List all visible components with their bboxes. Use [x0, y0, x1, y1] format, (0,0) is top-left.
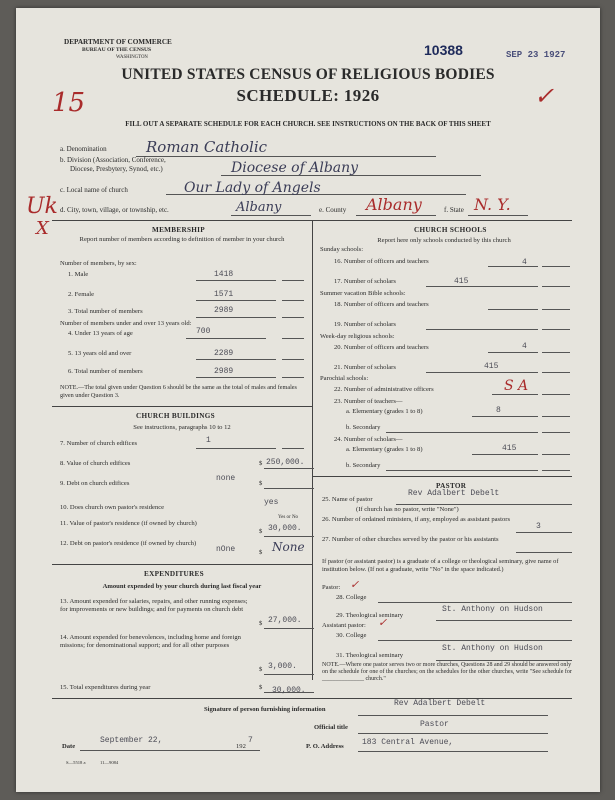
- q17-label: 17. Number of scholars: [334, 278, 396, 285]
- q7-value: 1: [206, 436, 211, 445]
- census-form-sheet: [16, 8, 600, 792]
- check-mark: ✓: [534, 82, 555, 110]
- q9-dollar: $: [259, 480, 263, 487]
- official-title-label: Official title: [314, 724, 348, 731]
- q2-value: 1571: [214, 290, 234, 299]
- summer-schools-label: Summer vacation Bible schools:: [320, 290, 406, 297]
- q14-label: 14. Amount expended for benevolences, including home and foreign missions; for denominational support; and for all other purposes: [60, 634, 241, 649]
- q24-label: 24. Number of scholars—: [334, 436, 403, 443]
- local-name-label: c. Local name of church: [60, 186, 128, 194]
- division-label: b. Division (Association, Conference,: [60, 156, 166, 164]
- q21-label: 21. Number of scholars: [334, 364, 396, 371]
- q7-label: 7. Number of church edifices: [60, 440, 138, 447]
- q10-value: yes: [264, 498, 279, 507]
- parochial-schools-label: Parochial schools:: [320, 375, 369, 382]
- q5-value: 2289: [214, 349, 234, 358]
- q11-dollar: $: [259, 528, 263, 535]
- q11-value: 30,000.: [268, 524, 302, 533]
- q6-value: 2989: [214, 367, 234, 376]
- q23a-value: 8: [496, 406, 501, 415]
- state-label: f. State: [444, 206, 464, 214]
- q13-dollar: $: [259, 620, 263, 627]
- q10-label: 10. Does church own pastor's residence: [60, 504, 165, 511]
- yes-no-hint: Yes or No: [278, 515, 299, 520]
- city-name: WASHINGTON: [116, 55, 148, 60]
- q29-label: 29. Theological seminary: [336, 612, 404, 619]
- q19-label: 19. Number of scholars: [334, 321, 396, 328]
- q23-label: 23. Number of teachers—: [334, 398, 403, 405]
- handwritten-fifteen: 15: [52, 88, 86, 118]
- q30-label: 30. College: [336, 632, 367, 639]
- q8-label: 8. Value of church edifices: [60, 460, 131, 467]
- signature-label: Signature of person furnishing information: [204, 706, 326, 713]
- q5-label: 5. 13 years old and over: [68, 350, 132, 357]
- q15-dollar: $: [259, 684, 263, 691]
- q8-dollar: $: [259, 460, 263, 467]
- q22-mark: S A: [504, 378, 529, 394]
- po-address-label: P. O. Address: [306, 743, 344, 750]
- form-code-2: 11—9084: [100, 760, 119, 765]
- division-value: Diocese of Albany: [231, 160, 359, 176]
- q16-label: 16. Number of officers and teachers: [334, 258, 429, 265]
- q9-label: 9. Debt on church edifices: [60, 480, 130, 487]
- q14-value: 3,000.: [268, 662, 297, 671]
- denomination-label: a. Denomination: [60, 145, 107, 153]
- q6-label: 6. Total number of members: [68, 368, 143, 375]
- q26-value: 3: [536, 522, 541, 531]
- membership-note: NOTE.—The total given under Question 6 should be the same as the total of males and females given under Question 3.: [60, 384, 297, 399]
- serial-number: 10388: [424, 42, 463, 58]
- membership-intro: Report number of members according to definition of member in your church: [79, 236, 285, 243]
- pastor-mark: ✓: [350, 578, 360, 591]
- q21-value: 415: [484, 362, 499, 371]
- q24a-value: 415: [502, 444, 517, 453]
- city-value: Albany: [236, 200, 282, 215]
- q23a-label: a. Elementary (grades 1 to 8): [346, 408, 423, 415]
- q12-handwritten: None: [272, 540, 305, 554]
- q15-label: 15. Total expenditures during year: [60, 684, 151, 691]
- signature-value: Rev Adalbert Debelt: [394, 699, 486, 708]
- weekday-schools-label: Week-day religious schools:: [320, 333, 395, 340]
- q11-label: 11. Value of pastor's residence (if owned by church): [60, 520, 197, 527]
- city-label: d. City, town, village, or township, etc.: [60, 206, 169, 214]
- members-by-sex-label: Number of members, by sex:: [60, 260, 137, 267]
- q29-value: St. Anthony on Hudson: [442, 605, 543, 614]
- q16-value: 4: [522, 258, 527, 267]
- schools-intro: Report here only schools conducted by this church: [377, 237, 511, 244]
- received-date-stamp: SEP 23 1927: [506, 50, 566, 60]
- q15-value: 30,000.: [272, 686, 306, 695]
- county-value: Albany: [366, 195, 422, 214]
- expenditures-intro: Amount expended by your church during last fiscal year: [102, 583, 262, 590]
- county-label: e. County: [319, 206, 347, 214]
- q4-label: 4. Under 13 years of age: [68, 330, 133, 337]
- q9-value: none: [216, 474, 236, 483]
- q12-label: 12. Debt on pastor's residence (if owned by church): [60, 540, 197, 547]
- q27-label: 27. Number of other churches served by the pastor or his assistants: [322, 536, 499, 543]
- q28-label: 28. College: [336, 594, 367, 601]
- buildings-title: CHURCH BUILDINGS: [136, 412, 215, 420]
- form-title: UNITED STATES CENSUS OF RELIGIOUS BODIES: [121, 66, 495, 83]
- q1-value: 1418: [214, 270, 234, 279]
- q25-label: 25. Name of pastor: [322, 496, 373, 503]
- expenditures-title: EXPENDITURES: [144, 570, 204, 578]
- q4-value: 700: [196, 327, 211, 336]
- q14-dollar: $: [259, 666, 263, 673]
- assistant-mark: ✓: [378, 616, 388, 629]
- q22-label: 22. Number of administrative officers: [334, 386, 434, 393]
- q20-label: 20. Number of officers and teachers: [334, 344, 429, 351]
- form-instruction: FILL OUT A SEPARATE SCHEDULE FOR EACH CHURCH. SEE INSTRUCTIONS ON THE BACK OF THIS SHEET: [125, 120, 491, 128]
- q12-dollar: $: [259, 549, 263, 556]
- date-value: September 22,: [100, 736, 163, 745]
- pastor-subheading: Pastor:: [322, 584, 341, 591]
- schools-title: CHURCH SCHOOLS: [414, 226, 487, 234]
- local-name-value: Our Lady of Angels: [184, 180, 321, 196]
- form-code: S—5518 a: [66, 760, 86, 765]
- year-prefix: 192: [236, 743, 246, 750]
- q31-label: 31. Theological seminary: [336, 652, 404, 659]
- q12-value: nOne: [216, 545, 236, 554]
- denomination-value: Roman Catholic: [146, 138, 268, 156]
- bureau-name: BUREAU OF THE CENSUS: [82, 47, 152, 53]
- graduate-note: If pastor (or assistant pastor) is a graduate of a college or theological seminary, give name of institution below. (If not a graduate, write "No" in the space indicated.): [322, 558, 559, 573]
- q13-value: 27,000.: [268, 616, 302, 625]
- q20-value: 4: [522, 342, 527, 351]
- po-address-value: 183 Central Avenue,: [362, 738, 454, 747]
- q26-label: 26. Number of ordained ministers, if any, employed as assistant pastors: [322, 516, 511, 523]
- form-subtitle: SCHEDULE: 1926: [236, 86, 380, 105]
- q18-label: 18. Number of officers and teachers: [334, 301, 429, 308]
- q24a-label: a. Elementary (grades 1 to 8): [346, 446, 423, 453]
- q25-hint: (If church has no pastor, write "None"): [356, 506, 459, 513]
- state-value: N. Y.: [474, 195, 511, 214]
- pastor-title: PASTOR: [436, 482, 467, 490]
- q2-label: 2. Female: [68, 291, 95, 298]
- q1-label: 1. Male: [68, 271, 89, 278]
- handwritten-x: X: [36, 218, 49, 239]
- pastor-note: NOTE.—Where one pastor serves two or more churches, Questions 28 and 29 should be answered only on the schedule for one of the churches; on the schedules for the other churches, write "See schedule for ______________ church.": [322, 662, 572, 682]
- division-label-2: Diocese, Presbytery, Synod, etc.): [70, 165, 163, 173]
- assistant-subheading: Assistant pastor:: [322, 622, 366, 629]
- q3-label: 3. Total number of members: [68, 308, 143, 315]
- official-title-value: Pastor: [420, 720, 449, 729]
- department-name: DEPARTMENT OF COMMERCE: [64, 38, 172, 46]
- sunday-schools-label: Sunday schools:: [320, 246, 364, 253]
- members-by-age-label: Number of members under and over 13 years old:: [60, 320, 192, 327]
- q3-value: 2989: [214, 306, 234, 315]
- q23b-label: b. Secondary: [346, 424, 381, 431]
- membership-title: MEMBERSHIP: [152, 226, 205, 234]
- q24b-label: b. Secondary: [346, 462, 381, 469]
- date-label: Date: [62, 743, 76, 750]
- q13-label: 13. Amount expended for salaries, repairs, and other running expenses; for improvements or new buildings; and for payments on church debt: [60, 598, 248, 613]
- q25-value: Rev Adalbert Debelt: [408, 489, 500, 498]
- buildings-intro: See instructions, paragraphs 10 to 12: [133, 424, 231, 431]
- year-digit: 7: [248, 736, 253, 745]
- q17-value: 415: [454, 277, 469, 286]
- q8-value: 250,000.: [266, 458, 305, 467]
- handwritten-uk: Uk: [26, 194, 58, 219]
- q31-value: St. Anthony on Hudson: [442, 644, 543, 653]
